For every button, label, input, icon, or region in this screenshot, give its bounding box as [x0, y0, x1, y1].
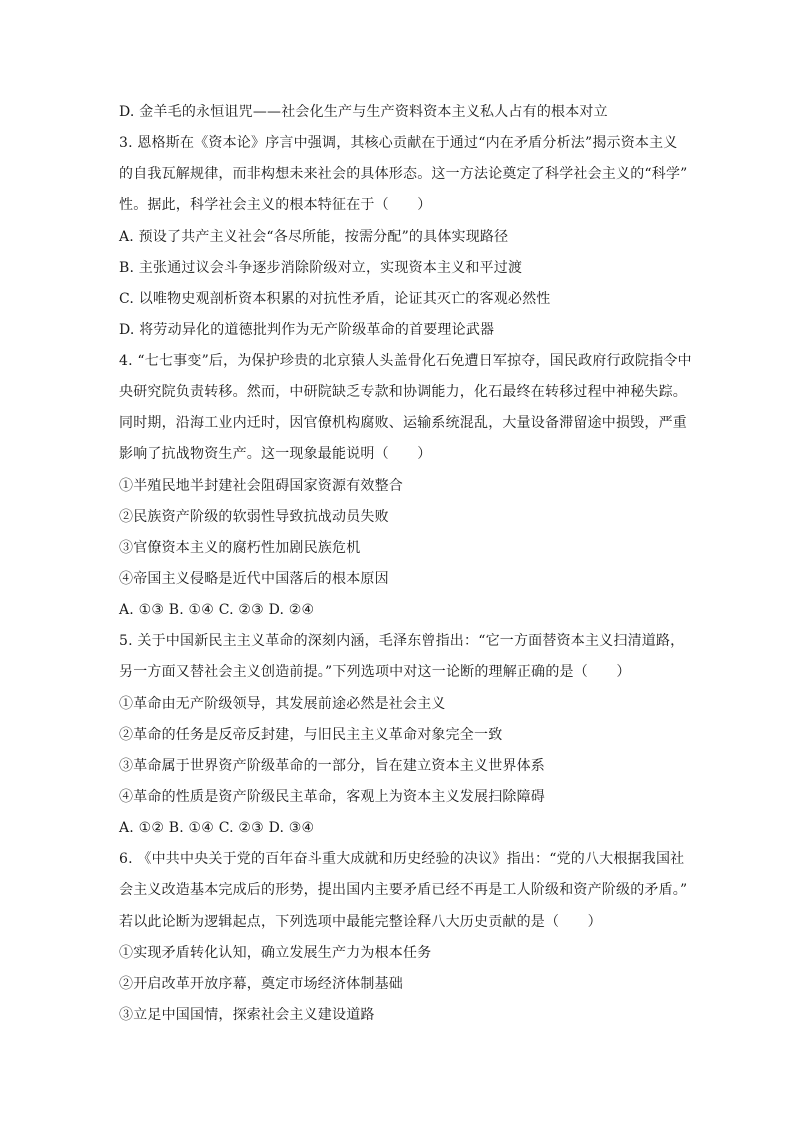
answer-choices: A. ①③ B. ①④ C. ②③ D. ②④	[119, 602, 315, 618]
text-line: 同时期，沿海工业内迁时，因官僚机构腐败、运输系统混乱，大量设备滞留途中损毁，严重	[119, 415, 687, 431]
statement-line: ③官僚资本主义的腐朽性加剧民族危机	[119, 540, 361, 556]
question-4-stem: 4. “七七事变”后，为保护珍贵的北京猿人头盖骨化石免遭日军掠夺，国民政府行政院指令中	[119, 353, 692, 369]
question-6-stem: 6. 《中共中央关于党的百年奋斗重大成就和历史经验的决议》指出：“党的八大根据我国社	[119, 851, 685, 867]
statement-line: ④帝国主义侵略是近代中国落后的根本原因	[119, 571, 389, 587]
statement-line: ②开启改革开放序幕，奠定市场经济体制基础	[119, 976, 403, 992]
question-3-stem: 3. 恩格斯在《资本论》序言中强调，其核心贡献在于通过“内在矛盾分析法”揭示资本主义	[119, 135, 678, 151]
option-line: B. 主张通过议会斗争逐步消除阶级对立，实现资本主义和平过渡	[119, 260, 523, 276]
text-line: 若以此论断为逻辑起点，下列选项中最能完整诠释八大历史贡献的是（ ）	[119, 914, 602, 930]
text-line: D. 金羊毛的永恒诅咒——社会化生产与生产资料资本主义私人占有的根本对立	[119, 104, 608, 120]
text-line: 影响了抗战物资生产。这一现象最能说明（ ）	[119, 446, 432, 462]
text-line: 的自我瓦解规律，而非构想未来社会的具体形态。这一方法论奠定了科学社会主义的“科学”	[119, 166, 688, 182]
statement-line: ④革命的性质是资产阶级民主革命，客观上为资本主义发展扫除障碍	[119, 789, 545, 805]
text-line: 性。据此，科学社会主义的根本特征在于（ ）	[119, 197, 432, 213]
question-5-stem: 5. 关于中国新民主主义革命的深刻内涵，毛泽东曾指出：“它一方面替资本主义扫清道路，	[119, 633, 685, 649]
statement-line: ②革命的任务是反帝反封建，与旧民主主义革命对象完全一致	[119, 727, 503, 743]
answer-choices: A. ①② B. ①④ C. ②③ D. ③④	[119, 820, 315, 836]
text-line: 另一方面又替社会主义创造前提。”下列选项中对这一论断的理解正确的是（ ）	[119, 664, 631, 680]
statement-line: ②民族资产阶级的软弱性导致抗战动员失败	[119, 509, 389, 525]
statement-line: ③立足中国国情，探索社会主义建设道路	[119, 1007, 375, 1023]
option-line: D. 将劳动异化的道德批判作为无产阶级革命的首要理论武器	[119, 322, 495, 338]
statement-line: ①半殖民地半封建社会阻碍国家资源有效整合	[119, 478, 403, 494]
statement-line: ①革命由无产阶级领导，其发展前途必然是社会主义	[119, 696, 446, 712]
text-line: 会主义改造基本完成后的形势，提出国内主要矛盾已经不再是工人阶级和资产阶级的矛盾。”	[119, 882, 688, 898]
text-line: 央研究院负责转移。然而，中研院缺乏专款和协调能力，化石最终在转移过程中神秘失踪。	[119, 384, 687, 400]
statement-line: ①实现矛盾转化认知，确立发展生产力为根本任务	[119, 945, 432, 961]
statement-line: ③革命属于世界资产阶级革命的一部分，旨在建立资本主义世界体系	[119, 758, 545, 774]
option-line: A. 预设了共产主义社会“各尽所能，按需分配”的具体实现路径	[119, 229, 509, 245]
option-line: C. 以唯物史观剖析资本积累的对抗性矛盾，论证其灭亡的客观必然性	[119, 291, 551, 307]
